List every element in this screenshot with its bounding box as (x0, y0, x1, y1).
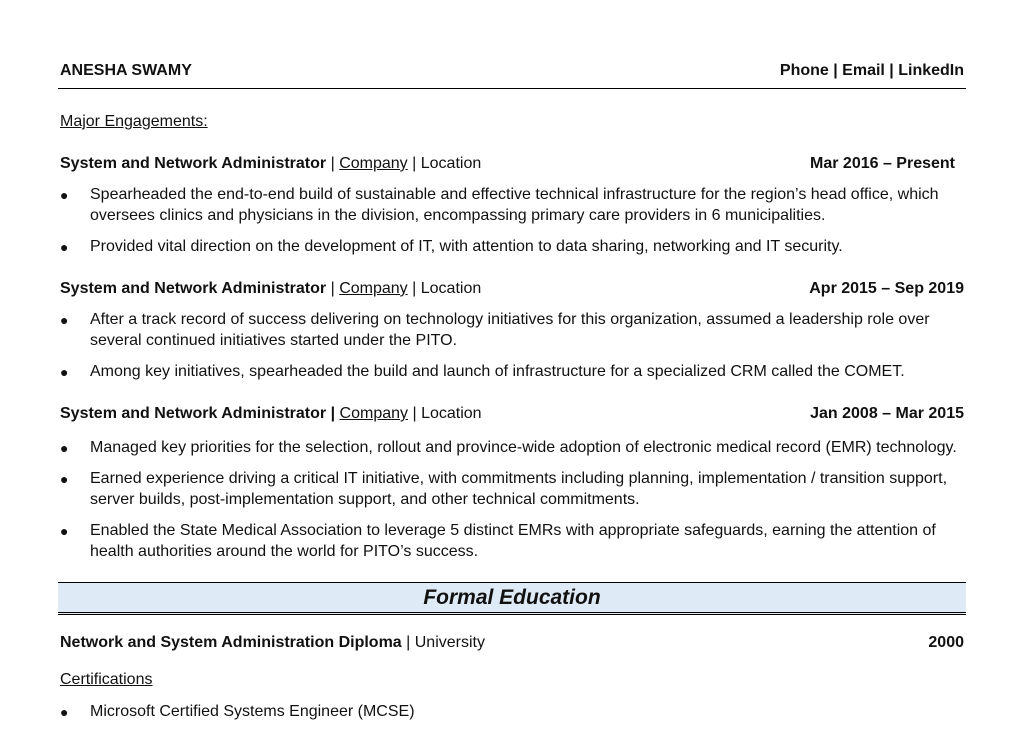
bullet-marker: ● (60, 704, 69, 720)
job-location: Location (421, 405, 482, 422)
separator: | (406, 634, 411, 651)
contact-links: Phone | Email | LinkedIn (779, 62, 964, 79)
company-name: Company (339, 155, 408, 172)
education-entry (60, 633, 485, 653)
job-location: Location (420, 155, 482, 172)
separator: | (330, 405, 336, 422)
job-title: System and Network Administrator (60, 405, 327, 422)
job-bullet: After a track record of success delivering on technology initiatives for this organization, assumed a leadership role over several continued initiatives started under the PITO. (90, 311, 930, 349)
separator: | (412, 155, 417, 172)
job-bullet: Provided vital direction on the development of IT, with attention to data sharing, networking and IT security. (90, 238, 843, 255)
company-name: Company (339, 405, 409, 422)
graduation-year: 2000 (928, 634, 964, 651)
bullet-marker: ● (60, 364, 69, 380)
separator: | (412, 405, 417, 422)
bullet-marker: ● (60, 440, 69, 456)
job-heading (60, 404, 482, 424)
separator: | (330, 155, 335, 172)
degree-name: Network and System Administration Diploma (60, 634, 402, 651)
separator: | (412, 280, 417, 297)
section-heading-certifications: Certifications (60, 671, 153, 688)
job-bullet: Earned experience driving a critical IT initiative, with commitments including planning, implementation / transition support, server builds, post-implementation support, and other technical commitments. (90, 470, 948, 508)
bullet-marker: ● (60, 239, 69, 255)
bullet-marker: ● (60, 471, 69, 487)
job-dates: Mar 2016 – Present (810, 155, 955, 172)
bullet-marker: ● (60, 523, 69, 539)
job-title: System and Network Administrator (60, 155, 327, 172)
job-dates: Apr 2015 – Sep 2019 (809, 280, 964, 297)
job-bullet: Among key initiatives, spearheaded the build and launch of infrastructure for a specialized CRM called the COMET. (90, 363, 905, 380)
certification-item: Microsoft Certified Systems Engineer (MCSE) (90, 703, 415, 720)
section-heading-education: Formal Education (423, 586, 601, 609)
job-bullet: Enabled the State Medical Association to leverage 5 distinct EMRs with appropriate safeguards, earning the attention of health authorities around the world for PITO’s success. (90, 522, 936, 560)
job-bullet: Spearheaded the end-to-end build of sustainable and effective technical infrastructure for the region’s head office, which oversees clinics and physicians in the division, encompassing primary care providers in 6 municipalities. (90, 186, 939, 224)
section-heading-engagements: Major Engagements: (60, 113, 208, 130)
candidate-name: ANESHA SWAMY (60, 62, 192, 79)
job-dates: Jan 2008 – Mar 2015 (810, 405, 964, 422)
job-title: System and Network Administrator (60, 280, 327, 297)
company-name: Company (339, 280, 408, 297)
header-divider (58, 88, 966, 89)
school-name: University (414, 634, 485, 651)
bullet-marker: ● (60, 187, 69, 203)
job-location: Location (420, 280, 482, 297)
separator: | (330, 280, 335, 297)
job-heading (60, 279, 481, 299)
job-heading (60, 154, 481, 174)
bullet-marker: ● (60, 312, 69, 328)
resume-page (58, 0, 966, 740)
job-bullet: Managed key priorities for the selection, rollout and province-wide adoption of electronic medical record (EMR) technology. (90, 439, 957, 456)
